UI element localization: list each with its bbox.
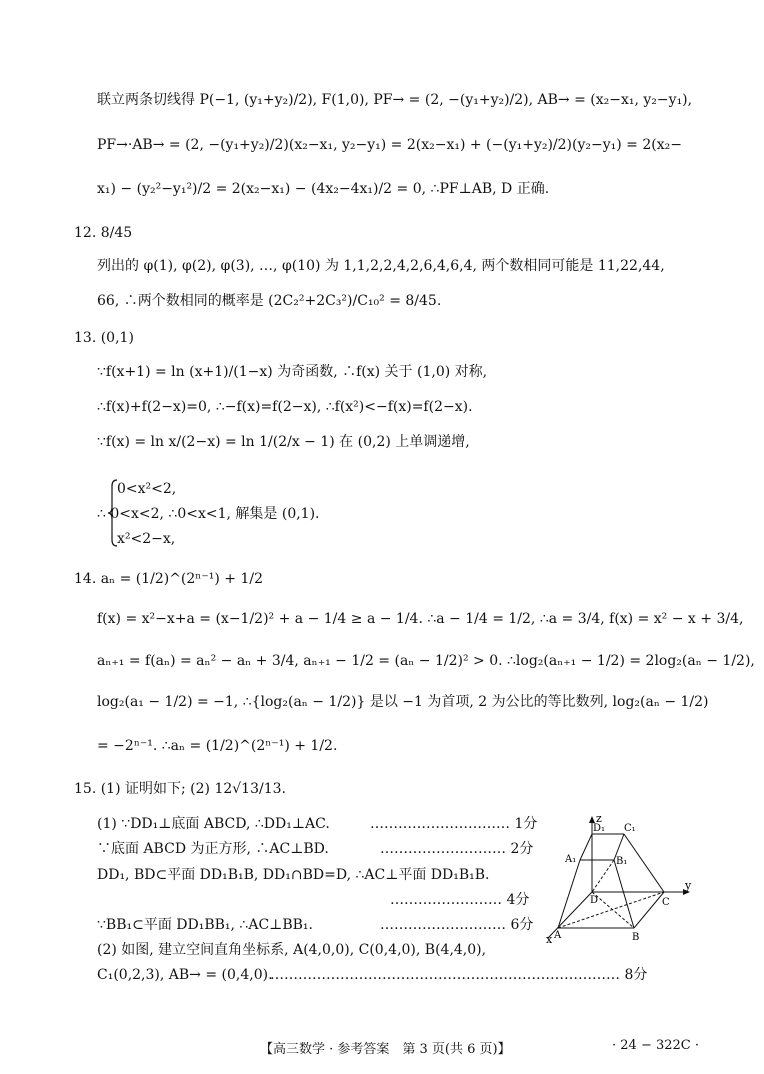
label-B: B (632, 932, 640, 943)
label-A1: A₁ (565, 854, 577, 865)
q11-line-3: x₁) − (y₂²−y₁²)/2 = 2(x₂−x₁) − (4x₂−4x₁)/2 = 0, ∴PF⊥AB, D 正确. (97, 181, 550, 197)
q15-line-3: DD₁, BD⊂平面 DD₁B₁B, DD₁∩BD=D, ∴AC⊥平面 DD₁B₁B. (97, 867, 490, 883)
q14-line-4: = −2ⁿ⁻¹. ∴aₙ = (1/2)^(2ⁿ⁻¹) + 1/2. (97, 738, 338, 754)
q11-line-2: PF→·AB→ = (2, −(y₁+y₂)/2)(x₂−x₁, y₂−y₁) = 2(x₂−x₁) + (−(y₁+y₂)/2)(y₂−y₁) = 2(x₂− (97, 137, 682, 153)
q14-line-3: log₂(a₁ − 1/2) = −1, ∴{log₂(aₙ − 1/2)} 是以 −1 为首项, 2 为公比的等比数列, log₂(aₙ − 1/2) (97, 694, 709, 710)
q13-system-3: x²<2−x, (117, 531, 176, 547)
label-y: y (685, 879, 692, 892)
q15-line-4: ∵BB₁⊂平面 DD₁BB₁, ∴AC⊥BB₁. (97, 917, 313, 933)
q13-line-2: ∴f(x)+f(2−x)=0, ∴−f(x)=f(2−x), ∴f(x²)<−f(x)=f(2−x). (97, 399, 473, 415)
q13-line-1: ∵f(x+1) = ln (x+1)/(1−x) 为奇函数, ∴f(x) 关于 (1,0) 对称, (97, 364, 488, 380)
q14-line-1: f(x) = x²−x+a = (x−1/2)² + a − 1/4 ≥ a − 1/4. ∴a − 1/4 = 1/2, ∴a = 3/4, f(x) = x² − x + 3/4, (97, 611, 744, 627)
label-D1: D₁ (593, 823, 606, 834)
q13-answer: 13. (0,1) (74, 330, 134, 346)
geometry-figure (540, 812, 700, 947)
brace-icon (107, 478, 119, 548)
q13-system-2: ∴ 0<x<2, ∴0<x<1, 解集是 (0,1). (97, 506, 320, 522)
label-x: x (546, 933, 553, 946)
label-B1: B₁ (616, 856, 628, 867)
q15-line-6: C₁(0,2,3), AB→ = (0,4,0). (97, 967, 273, 983)
label-C1: C₁ (624, 823, 636, 834)
q15-score-2: ……………………… 2分 (380, 841, 534, 857)
label-z: z (596, 812, 602, 825)
q14-answer: 14. aₙ = (1/2)^(2ⁿ⁻¹) + 1/2 (74, 571, 263, 587)
q15-line-1: (1) ∵DD₁⊥底面 ABCD, ∴DD₁⊥AC. (97, 816, 330, 832)
q15-line-5: (2) 如图, 建立空间直角坐标系, A(4,0,0), C(0,4,0), B(4,4,0), (97, 942, 487, 958)
q12-line-2: 66, ∴两个数相同的概率是 (2C₂²+2C₃²)/C₁₀² = 8/45. (97, 293, 442, 309)
label-D: D (590, 895, 599, 906)
q15-score-3: …………………… 4分 (390, 892, 530, 908)
q15-score-1: ………………………… 1分 (370, 816, 538, 832)
q15-answer: 15. (1) 证明如下; (2) 12√13/13. (74, 781, 286, 797)
q13-line-3: ∵f(x) = ln x/(2−x) = ln 1/(2/x − 1) 在 (0,2) 上单调递增, (97, 434, 470, 450)
label-A: A (554, 930, 562, 941)
q15-score-5: ………………………………………………………………… 8分 (270, 967, 648, 983)
footer-code: · 24 − 322C · (612, 1038, 699, 1053)
label-C: C (662, 897, 670, 908)
q11-line-1: 联立两条切线得 P(−1, (y₁+y₂)/2), F(1,0), PF→ = (2, −(y₁+y₂)/2), AB→ = (x₂−x₁, y₂−y₁), (97, 92, 693, 108)
q15-line-2: ∵底面 ABCD 为正方形, ∴AC⊥BD. (97, 841, 329, 857)
q14-line-2: aₙ₊₁ = f(aₙ) = aₙ² − aₙ + 3/4, aₙ₊₁ − 1/2 = (aₙ − 1/2)² > 0. ∴log₂(aₙ₊₁ − 1/2) = 2log₂(aₙ − 1/2), (97, 653, 755, 669)
q12-answer: 12. 8/45 (74, 225, 133, 241)
q13-system-1: 0<x²<2, (117, 481, 177, 497)
q12-line-1: 列出的 φ(1), φ(2), φ(3), …, φ(10) 为 1,1,2,2,4,2,6,4,6,4, 两个数相同可能是 11,22,44, (97, 258, 665, 274)
q15-score-4: ……………………… 6分 (380, 917, 534, 933)
footer-page-info: 【高三数学 · 参考答案 第 3 页(共 6 页)】 (260, 1042, 511, 1057)
